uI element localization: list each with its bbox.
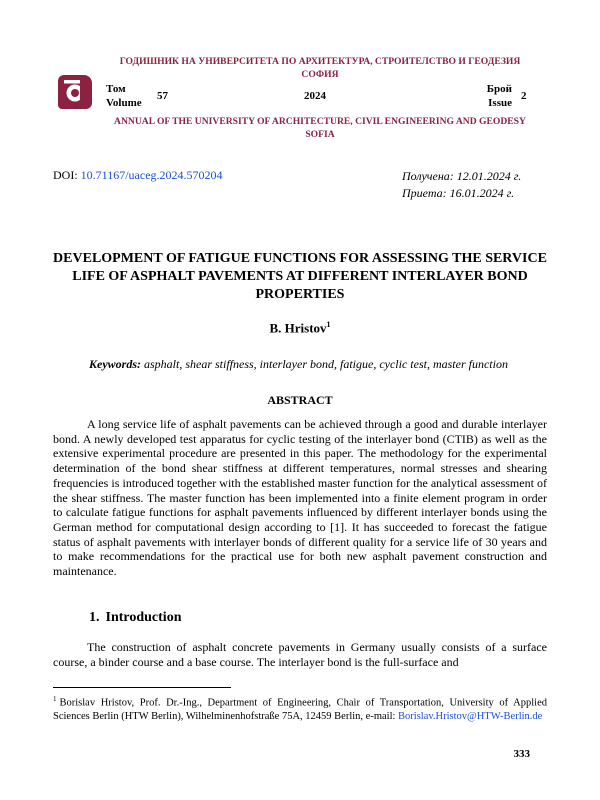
author-email-link[interactable]: Borislav.Hristov@HTW-Berlin.de [398, 710, 543, 722]
volume-number: 57 [157, 90, 168, 102]
volume-label: Том Volume [106, 83, 142, 109]
section-number: 1. [89, 610, 100, 625]
footnote-divider [53, 687, 231, 688]
journal-title-en: ANNUAL OF THE UNIVERSITY OF ARCHITECTURE, CIVIL ENGINEERING AND GEODESY SOFIA [114, 116, 526, 140]
doi-link[interactable]: 10.71167/uaceg.2024.570204 [80, 168, 223, 182]
journal-title-bg: ГОДИШНИК НА УНИВЕРСИТЕТА ПО АРХИТЕКТУРА, СТРОИТЕЛСТВО И ГЕОДЕЗИЯ СОФИЯ [119, 56, 521, 80]
footnote-marker: 1 [53, 695, 57, 703]
year: 2024 [304, 90, 326, 102]
doi-label: DOI: [53, 168, 78, 182]
issue-label: Брой Issue [486, 83, 512, 109]
abstract-heading: ABSTRACT [267, 393, 333, 407]
footnote [53, 693, 547, 723]
abstract-text: A long service life of asphalt pavements can be achieved through a good and durable interlayer bond. A newly developed test apparatus for cyclic testing of the interlayer bond (CTIB) as well as the extensive experimental procedure are presented in this paper. The methodology for the experimental determination of the bond shear stiffness at different temperatures, normal stresses and shearing frequencies is introduced together with the established master function for the analytical assessment of the shear stiffness. The master function has been implemented into a finite element program in order to calculate fatigue functions for asphalt pavements influenced by different interlayer bonds using the German method for computational design according to [1]. It has succeeded to forecast the fatigue status of asphalt pavements with interlayer bonds of different quality for a service life of 30 years and to make recommendations for the practical use for both new asphalt pavement construction and maintenance. [53, 417, 547, 579]
page-number: 333 [513, 748, 530, 760]
accepted-date: Приета: 16.01.2024 г. [402, 186, 515, 200]
author-footnote-marker: 1 [326, 320, 331, 329]
submission-dates [402, 168, 521, 202]
section-title: Introduction [105, 610, 182, 625]
author-name: B. Hristov [269, 320, 327, 336]
university-logo-icon [56, 72, 96, 112]
keywords-list: asphalt, shear stiffness, interlayer bond, fatigue, cyclic test, master function [144, 357, 508, 371]
section-heading [89, 610, 187, 626]
author [0, 320, 600, 336]
received-date: Получена: 12.01.2024 г. [402, 169, 522, 183]
keywords-label: Keywords: [89, 357, 141, 371]
paper-title: DEVELOPMENT OF FATIGUE FUNCTIONS FOR ASSESSING THE SERVICE LIFE OF ASPHALT PAVEMENTS AT DIFFERENT INTERLAYER BOND PROPERTIES [53, 251, 547, 302]
doi [53, 168, 223, 183]
issue-number: 2 [521, 90, 527, 102]
intro-paragraph: The construction of asphalt concrete pavements in Germany usually consists of a surface course, a binder course and a base course. The interlayer bond is the full-surface and [53, 640, 547, 669]
footnote-text: Borislav Hristov, Prof. Dr.-Ing., Department of Engineering, Chair of Transportation, University of Applied Sciences Berlin (HTW Berlin), Wilhelminenhofstraße 75A, 12459 Berlin, e-mail: [53, 697, 547, 722]
keywords [89, 357, 508, 372]
